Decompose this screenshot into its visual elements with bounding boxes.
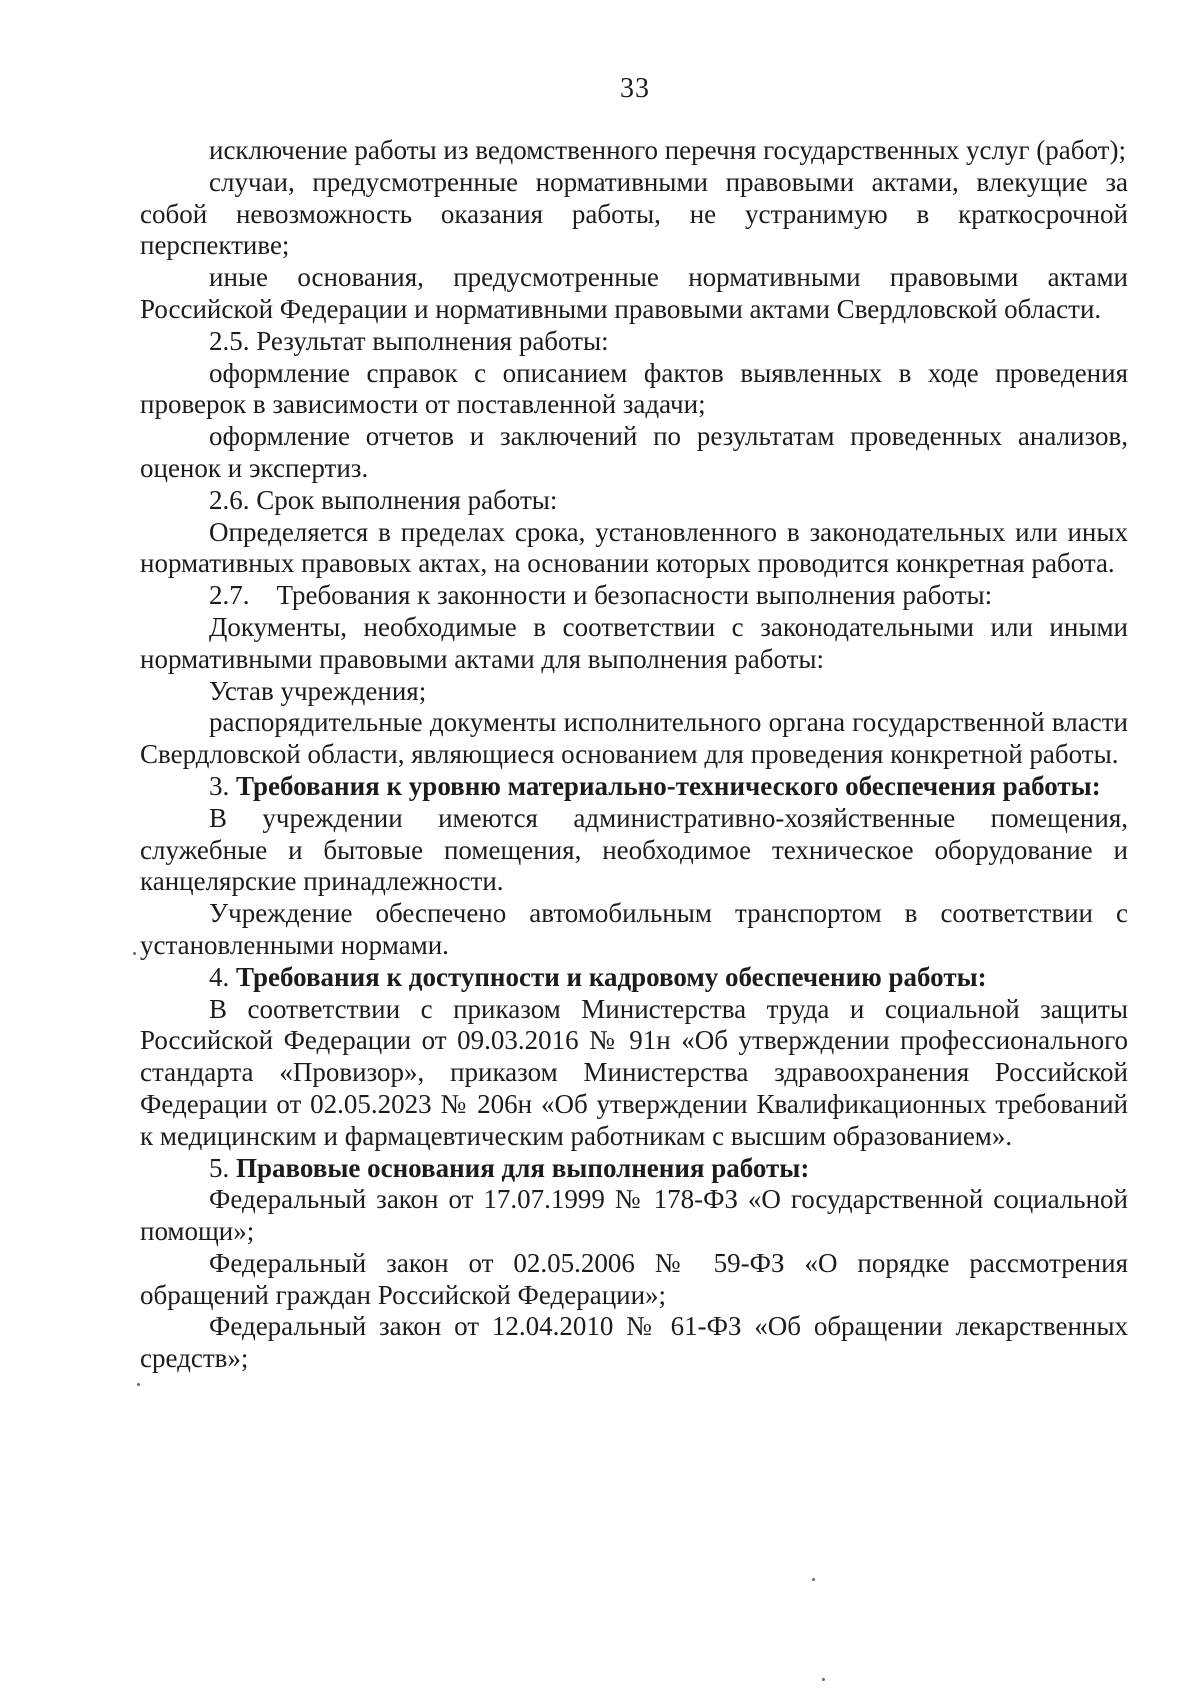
paragraph: Учреждение обеспечено автомобильным транспортом в соответствии с установленными нормами.: [140, 898, 1128, 960]
paragraph: В соответствии с приказом Министерства труда и социальной защиты Российской Федерации от 09.03.2016 № 91н «Об утверждении профессионального стандарта «Провизор», приказом Министерства здравоохранения Российской Федерации от 02.05.2023 № 206н «Об утверждении Квалификационных требований к медицинским и фармацевтическим работникам с высшим образованием».: [140, 993, 1128, 1151]
paragraph: Федеральный закон от 17.07.1999 № 178-ФЗ «О государственной социальной помощи»;: [140, 1184, 1128, 1247]
section-number: 4.: [209, 961, 230, 992]
paragraph: исключение работы из ведомственного перечня государственных услуг (работ);: [209, 135, 1126, 165]
section-number: 5.: [209, 1152, 230, 1183]
paragraph: случаи, предусмотренные нормативными правовыми актами, влекущие за собой невозможность оказания работы, не устранимую в краткосрочной перспективе;: [140, 166, 1128, 261]
paragraph: Федеральный закон от 02.05.2006 № 59-ФЗ «О порядке рассмотрения обращений граждан Российской Федерации»;: [140, 1247, 1128, 1310]
section-title: Требования к уровню материально-технического обеспечения работы:: [236, 770, 1101, 801]
scan-artifact: [133, 952, 136, 955]
document-body: [140, 135, 1128, 1375]
scan-artifact: [812, 1578, 815, 1581]
paragraph: оформление справок с описанием фактов выявленных в ходе проведения проверок в зависимости от поставленной задачи;: [140, 357, 1128, 420]
paragraph: Устав учреждения;: [209, 675, 427, 706]
paragraph: Определяется в пределах срока, установленного в законодательных или иных нормативных правовых актах, на основании которых проводится конкретная работа.: [140, 516, 1128, 579]
section-title: Требования к доступности и кадровому обеспечению работы:: [236, 961, 987, 992]
section-heading: 2.7. Требования к законности и безопасности выполнения работы:: [209, 580, 993, 611]
section-heading: 2.6. Срок выполнения работы:: [209, 484, 558, 515]
paragraph: Федеральный закон от 12.04.2010 № 61-ФЗ «Об обращении лекарственных средств»;: [140, 1311, 1128, 1374]
section-number: 3.: [209, 770, 230, 801]
paragraph: оформление отчетов и заключений по результатам проведенных анализов, оценок и экспертиз.: [140, 421, 1128, 483]
section-heading: 2.5. Результат выполнения работы:: [209, 325, 609, 356]
page-number: 33: [620, 73, 650, 104]
paragraph: распорядительные документы исполнительного органа государственной власти Свердловской области, являющиеся основанием для проведения конкретной работы.: [140, 707, 1128, 770]
paragraph: В учреждении имеются административно-хозяйственные помещения, служебные и бытовые помещения, необходимое техническое оборудование и канцелярские принадлежности.: [140, 802, 1128, 897]
section-heading: [140, 962, 1128, 994]
section-heading: [140, 771, 1128, 803]
section-heading: [140, 1153, 1128, 1185]
scan-artifact: [137, 1383, 140, 1386]
section-title: Правовые основания для выполнения работы:: [236, 1152, 810, 1183]
scan-artifact: [822, 1678, 825, 1681]
paragraph: иные основания, предусмотренные нормативными правовыми актами Российской Федерации и нормативными правовыми актами Свердловской области.: [140, 262, 1128, 324]
paragraph: Документы, необходимые в соответствии с законодательными или иными нормативными правовыми актами для выполнения работы:: [140, 611, 1128, 674]
